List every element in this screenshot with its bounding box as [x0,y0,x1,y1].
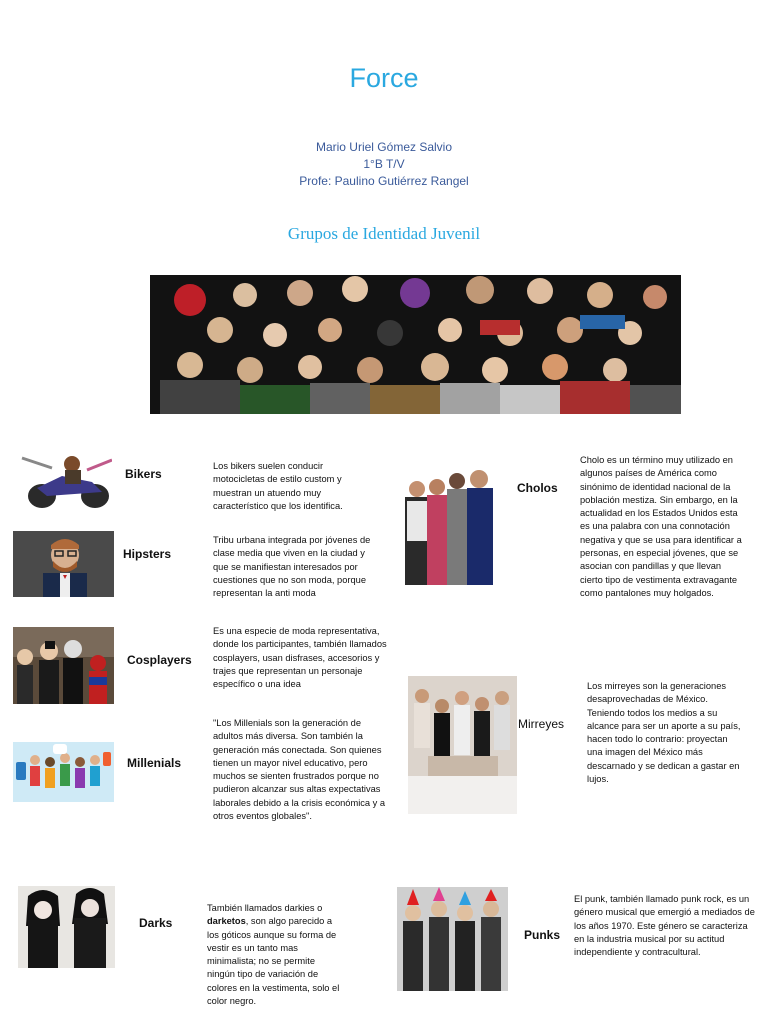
cosplayers-label: Cosplayers [127,653,192,667]
hipsters-label: Hipsters [123,547,172,561]
grade-group: 1°B T/V [363,157,405,171]
punks-description: El punk, también llamado punk rock, es un género musical que emergió a mediados de los años 1970. Este género se caracteriza en la industria musical por su actitud independiente y contracultural. [574,894,755,958]
mirreyes-description: Los mirreyes son la generaciones desaprovechadas de México. Teniendo todos los medios a su alcance para ser un aporte a su país, hacen todo lo contrario: proyectan una imagen del México más descarnado y se dedican a gastar en lujos. [587,681,741,785]
punks-label: Punks [524,928,561,942]
millenials-image [13,742,114,802]
bikers-image [17,448,112,510]
cosplayers-image [13,627,114,704]
darks-description: También llamados darkies o darketos, son algo parecido a los góticos aunque su forma de vestir es un tanto mas minimalista; no se permite ningún tipo de variación de colores en la vestimenta, solo el color negro. [207,903,340,1007]
punks-image [397,887,508,991]
cholos-description: Cholo es un término muy utilizado en algunos países de América como sinónimo de identidad nacional de la población mestiza. Sin embargo, en la actualidad en los Estados Unidos esta es una palabra con una connotación negativa y que se usa para identificar a personas, en especial jóvenes, que se asocian con pandillas y que llevan cierto tipo de vestimenta extravagante como pantalones muy holgados. [580,455,742,598]
teacher-name: Profe: Paulino Gutiérrez Rangel [299,174,469,188]
bikers-description: Los bikers suelen conducir motocicletas de estilo custom y muestran un atuendo muy característico que los identifica. [213,461,343,511]
mirreyes-image [408,676,517,814]
darks-label: Darks [139,916,173,930]
section-subtitle: Grupos de Identidad Juvenil [287,224,481,243]
cholos-image [399,451,496,585]
millenials-description: "Los Millenials son la generación de adultos más diversa. Son también la generación más conectada. Son quienes tienen un mayor nivel educativo, pero muchos se sienten frustrados porque no pudieron alcanzar sus altas expectativas laborales debido a la crisis económica y a otros eventos globales". [213,718,386,822]
bikers-label: Bikers [125,467,162,481]
darks-image [18,886,115,968]
millenials-label: Millenials [127,756,182,770]
hipsters-description: Tribu urbana integrada por jóvenes de clase media que viven en la ciudad y que se manifiestan interesados por cuestiones que no son moda, porque representan la anti moda [213,535,371,599]
banner-collage-image [150,275,681,414]
author-name: Mario Uriel Gómez Salvio [315,140,453,154]
document-title: Force [349,63,419,93]
cholos-label: Cholos [517,481,558,495]
hipsters-image [13,531,114,597]
cosplayers-description: Es una especie de moda representativa, donde los participantes, también llamados cosplayers, usan disfrases, accesorios y trajes que representan un personaje específico o una idea [213,626,387,690]
mirreyes-label: Mirreyes [518,717,565,731]
